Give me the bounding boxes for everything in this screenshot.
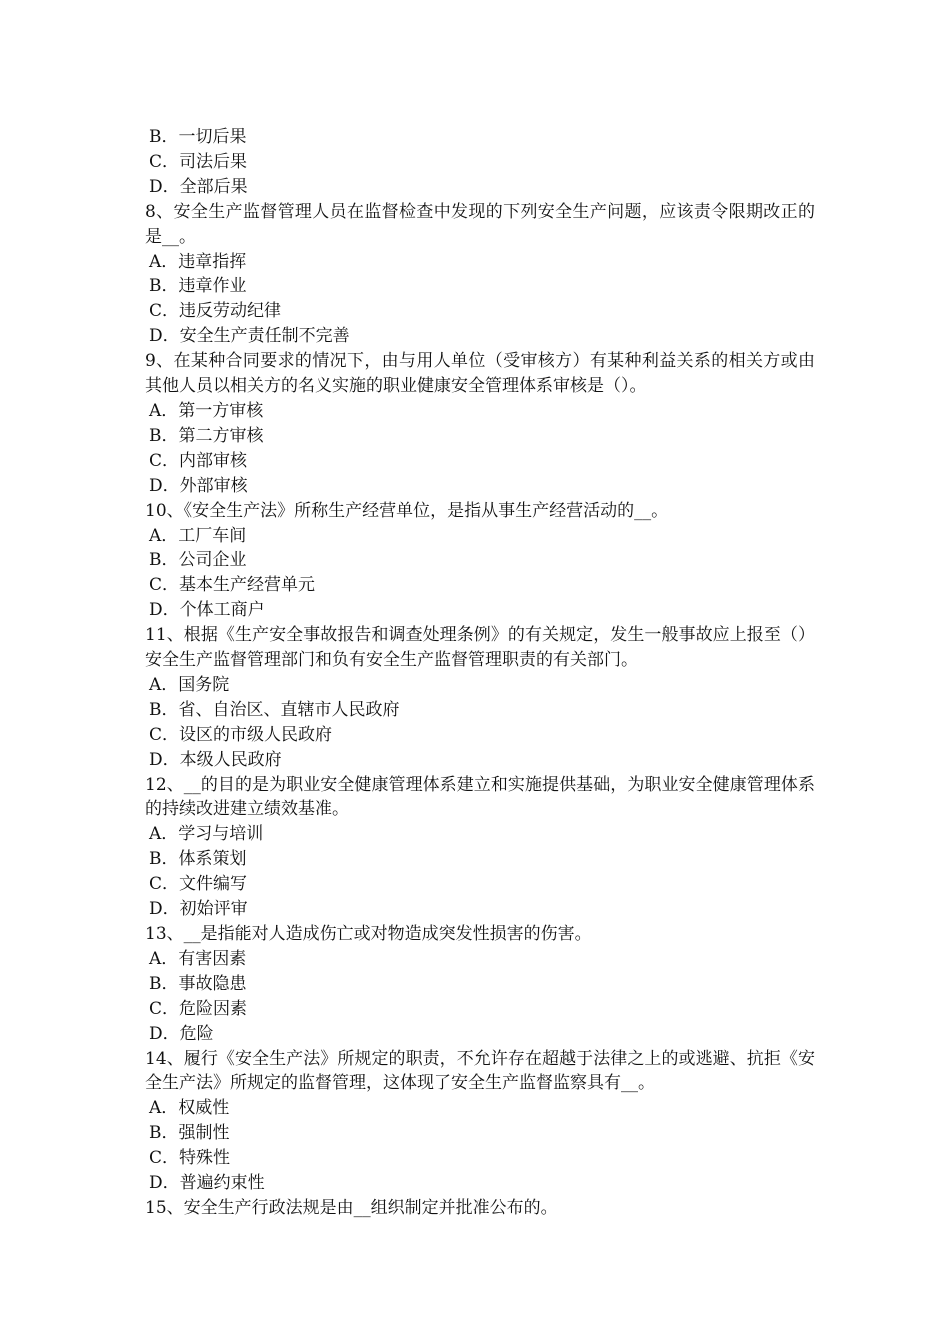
answer-option: D．外部审核 — [149, 475, 248, 496]
question-text: 15、安全生产行政法规是由__组织制定并批准公布的。 — [145, 1197, 558, 1218]
answer-option: D．个体工商户 — [149, 600, 265, 621]
answer-option: B．一切后果 — [149, 127, 247, 147]
answer-option: B．违章作业 — [149, 276, 247, 297]
answer-option: B．省、自治区、直辖市人民政府 — [149, 699, 400, 720]
answer-option: D．全部后果 — [149, 176, 248, 197]
document-body — [145, 125, 815, 1221]
answer-option: A．违章指挥 — [149, 251, 247, 272]
answer-option: A．国务院 — [149, 674, 230, 695]
answer-option: B．第二方审核 — [149, 425, 264, 446]
question-text: 13、__是指能对人造成伤亡或对物造成突发性损害的伤害。 — [145, 924, 592, 944]
answer-option: C．违反劳动纪律 — [149, 301, 282, 322]
answer-option: A．学习与培训 — [149, 824, 264, 845]
answer-option: C．基本生产经营单元 — [149, 575, 316, 596]
answer-option: C．特殊性 — [149, 1148, 231, 1169]
answer-option: B．公司企业 — [149, 550, 247, 571]
answer-option: D．安全生产责任制不完善 — [149, 326, 350, 347]
answer-option: C．文件编写 — [149, 874, 248, 895]
answer-option: A．有害因素 — [149, 948, 247, 969]
question-text: 12、__的目的是为职业安全健康管理体系建立和实施提供基础，为职业安全健康管理体系的持续改进建立绩效基准。 — [145, 774, 815, 820]
question-text: 11、根据《生产安全事故报告和调查处理条例》的有关规定，发生一般事故应上报至（）安全生产监督管理部门和负有安全生产监督管理职责的有关部门。 — [145, 625, 815, 671]
answer-option: C．司法后果 — [149, 151, 248, 172]
answer-option: A．第一方审核 — [149, 400, 264, 421]
answer-option: C．内部审核 — [149, 450, 248, 471]
answer-option: D．本级人民政府 — [149, 749, 282, 770]
answer-option: C．设区的市级人民政府 — [149, 724, 333, 745]
answer-option: B．体系策划 — [149, 849, 247, 870]
question-text: 14、履行《安全生产法》所规定的职责，不允许存在超越于法律之上的或逃避、抗拒《安全生产法》所规定的监督管理，这体现了安全生产监督监察具有__。 — [145, 1048, 815, 1094]
answer-option: A．权威性 — [149, 1098, 230, 1119]
question-text: 9、在某种合同要求的情况下，由与用人单位（受审核方）有某种利益关系的相关方或由其他人员以相关方的名义实施的职业健康安全管理体系审核是（）。 — [145, 351, 815, 397]
answer-option: D．初始评审 — [149, 899, 248, 920]
question-text: 8、安全生产监督管理人员在监督检查中发现的下列安全生产问题，应该责令限期改正的是__。 — [145, 201, 815, 247]
answer-option: D．普遍约束性 — [149, 1173, 265, 1194]
answer-option: D．危险 — [149, 1023, 214, 1044]
question-text: 10、《安全生产法》所称生产经营单位，是指从事生产经营活动的__。 — [145, 500, 669, 521]
answer-option: B．事故隐患 — [149, 973, 247, 994]
answer-option: A．工厂车间 — [149, 525, 247, 546]
answer-option: C．危险因素 — [149, 998, 248, 1019]
answer-option: B．强制性 — [149, 1123, 230, 1144]
